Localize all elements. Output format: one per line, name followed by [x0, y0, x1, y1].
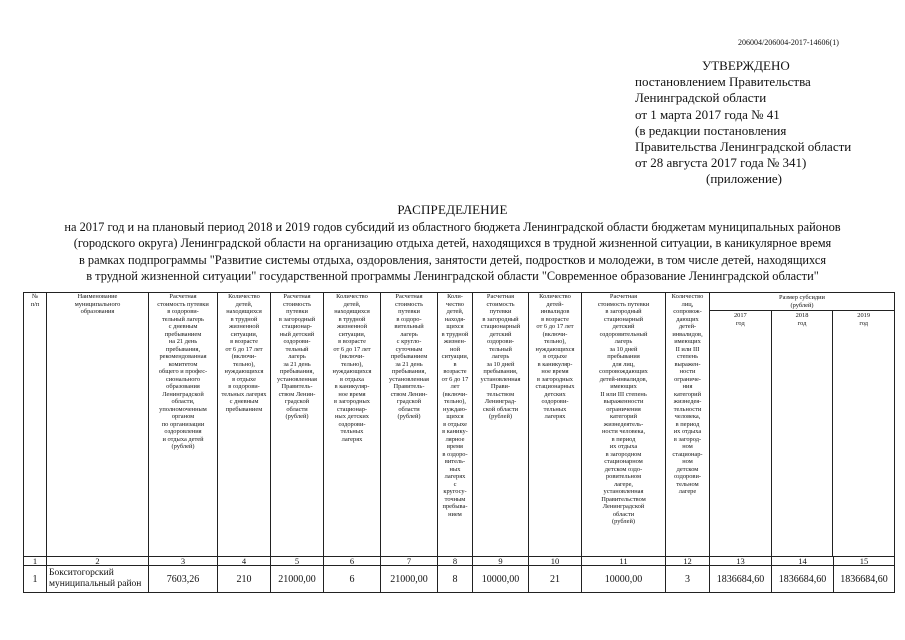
table-cell: 21000,00 [381, 566, 438, 593]
approval-line: (в редакции постановления [635, 122, 787, 138]
column-number: 11 [582, 557, 666, 566]
column-number: 12 [666, 557, 710, 566]
approval-line: Ленинградской области [635, 90, 767, 106]
year-header: 2019 год [832, 311, 894, 556]
distribution-line: (городского округа) Ленинградской области на организацию отдыха детей, находящихся в трудной жизненной ситуации, в каникулярное время [73, 236, 832, 251]
table-cell: 7603,26 [149, 566, 218, 593]
header-cell: Количество лиц, сопровож- дающих детей- инвалидов, имеющих II или III степень выражен- ности ограниче- ния категорий жизнедея- тельности человека, в период их отдыха в загород- ном стационар- ном детском оздорови- тельном лагере [666, 293, 710, 557]
table-cell: 1836684,60 [772, 566, 834, 593]
table-cell: 3 [666, 566, 710, 593]
column-number: 1 [24, 557, 47, 566]
column-number: 13 [710, 557, 772, 566]
approval-title: УТВЕРЖДЕНО [702, 58, 790, 73]
column-number: 7 [381, 557, 438, 566]
column-number: 3 [149, 557, 218, 566]
distribution-line: в рамках подпрограммы "Развитие системы отдыха, оздоровления, занятости детей, подростков и молодежи, в том числе детей, находящихся [78, 252, 827, 267]
header-cell: Наименование муниципального образования [47, 293, 149, 557]
subsidy-table [23, 292, 895, 593]
header-cell: Расчетная стоимость путевки в загородный стационар- ный детский оздорови- тельный лагерь за 21 день пребывания, установленная Правитель- ством Ленин- градской области (рублей) [271, 293, 324, 557]
header-cell: Количество детей- инвалидов в возрасте от 6 до 17 лет (включи- тельно), нуждающихся в отдыхе в каникуляр- ное время в загородных стационарных детских оздорови- тельных лагерях [529, 293, 582, 557]
table-cell: 21 [529, 566, 582, 593]
header-cell: Расчетная стоимость путевки в загородный стационарный детский оздорови- тельный лагерь за 10 дней пребывания, установленная Прави- тельством Ленинград- ской области (рублей) [473, 293, 529, 557]
column-number: 14 [772, 557, 834, 566]
approval-line: от 1 марта 2017 года № 41 [635, 106, 780, 122]
table-cell: 10000,00 [582, 566, 666, 593]
approval-line: Правительства Ленинградской области [635, 139, 852, 155]
subsidy-size-header [710, 293, 895, 557]
column-number: 6 [324, 557, 381, 566]
column-number: 15 [834, 557, 895, 566]
municipality-name: Бокситогорский муниципальный район [47, 566, 149, 593]
header-cell: Коли- чество детей, находя- щихся в трудной жизнен- ной ситуации, в возрасте от 6 до 17 лет (включи- тельно), нуждаю- щихся в отдыхе в канику- лярное время в оздоро- витель- ных лагерях с кругосу- точным пребыва- нием [438, 293, 473, 557]
table-cell: 210 [218, 566, 271, 593]
size-header-label: Размер субсидии (рублей) [710, 293, 894, 311]
header-cell: Расчетная стоимость путевки в оздорови- тельный лагерь с дневным пребыванием на 21 день пребывания, рекомендованная комитетом общего и профес- сионального образования Ленинградской области, уполномоченным органом по организации оздоровления и отдыха детей (рублей) [149, 293, 218, 557]
column-number: 8 [438, 557, 473, 566]
year-header: 2017 год [733, 312, 747, 327]
table-cell: 1836684,60 [710, 566, 772, 593]
distribution-description [0, 219, 905, 284]
header-cell: Количество детей, находящихся в трудной жизненной ситуации, в возрасте от 6 до 17 лет (включи- тельно), нуждающихся в отдыхе в оздорови- тельных лагерях с дневным пребыванием [218, 293, 271, 557]
column-number: 5 [271, 557, 324, 566]
header-cell: № п/п [24, 293, 47, 557]
table-cell: 8 [438, 566, 473, 593]
approval-block [600, 58, 900, 188]
column-number: 9 [473, 557, 529, 566]
distribution-line: на 2017 год и на плановый период 2018 и 2019 годов субсидий из областного бюджета Ленинградской области бюджетам муниципальных районов [64, 220, 841, 234]
table-row [24, 566, 895, 593]
column-number-row [24, 557, 895, 566]
approval-line: постановлением Правительства [635, 74, 811, 90]
approval-line: от 28 августа 2017 года № 341) [635, 155, 807, 171]
table-cell: 21000,00 [271, 566, 324, 593]
column-number: 4 [218, 557, 271, 566]
document-id: 206004/206004-2017-14606(1) [738, 38, 839, 47]
column-number: 10 [529, 557, 582, 566]
column-number: 2 [47, 557, 149, 566]
year-header: 2018 год [771, 311, 833, 556]
header-cell: Количество детей, находящихся в трудной жизненной ситуации, в возрасте от 6 до 17 лет (включи- тельно), нуждающихся в отдыха в каникуляр- ное время в загородных стационар- ных детских оздорови- тельных лагерях [324, 293, 381, 557]
distribution-title: РАСПРЕДЕЛЕНИЕ [397, 202, 508, 217]
approval-appendix: (приложение) [706, 171, 783, 187]
row-number: 1 [24, 566, 47, 593]
table-cell: 6 [324, 566, 381, 593]
table-cell: 10000,00 [473, 566, 529, 593]
table-cell: 1836684,60 [834, 566, 895, 593]
distribution-line: в трудной жизненной ситуации" государственной программы Ленинградской области "Современное образование Ленинградской области" [86, 268, 819, 283]
header-cell: Расчетная стоимость путевки в загородный стационарный детский оздоровительный лагерь за 10 дней пребывания для лиц, сопровождающих детей-инвалидов, имеющих II или III степень выраженности ограничения категорий жизнедеятель- ности человека, в период их отдыха в загородном стационарном детском оздо- ровительном лагере, установленная Правительством Ленинградской области (рублей) [582, 293, 666, 557]
table-header-row [24, 293, 895, 557]
header-cell: Расчетная стоимость путевки в оздоро- вительный лагерь с кругло- суточным пребыванием за 21 день пребывания, установленная Правитель- ством Ленин- градской области (рублей) [381, 293, 438, 557]
